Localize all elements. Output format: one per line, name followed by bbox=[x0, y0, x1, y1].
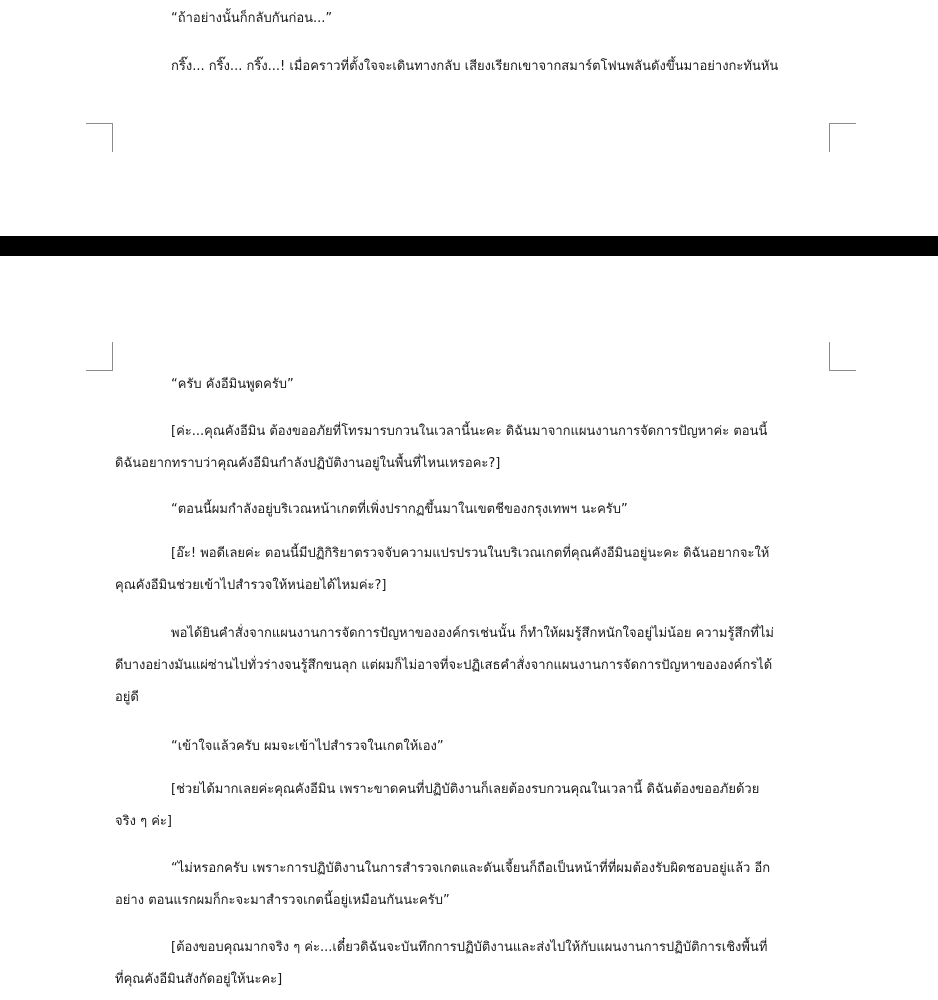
margin-corner-mark bbox=[86, 123, 113, 152]
paragraph-line: “ตอนนี้ผมกำลังอยู่บริเวณหน้าเกตที่เพิ่งปรากฏขึ้นมาในเขตชีของกรุงเทพฯ นะครับ” bbox=[171, 502, 628, 517]
paragraph-line: ที่คุณคังอีมินสังกัดอยู่ให้นะคะ] bbox=[115, 972, 283, 987]
paragraph-line: “เข้าใจแล้วครับ ผมจะเข้าไปสำรวจในเกตให้เอง” bbox=[171, 739, 444, 754]
paragraph bbox=[115, 494, 827, 526]
paragraph bbox=[115, 853, 827, 917]
paragraph-line: ดีบางอย่างมันแผ่ซ่านไปทั่วร่างจนรู้สึกขนลุก แต่ผมก็ไม่อาจที่จะปฏิเสธคำสั่งจากแผนงานการจัดการปัญหาขององค์กรได้ bbox=[115, 658, 773, 673]
document-page-1 bbox=[0, 0, 938, 236]
paragraph-line: [อ๊ะ! พอดีเลยค่ะ ตอนนี้มีปฏิกิริยาตรวจจับความแปรปรวนในบริเวณเกตที่คุณคังอีมินอยู่นะคะ ดิฉันอยากจะให้ bbox=[171, 546, 770, 561]
paragraph-line: [ค่ะ...คุณคังอีมิน ต้องขออภัยที่โทรมารบกวนในเวลานี้นะคะ ดิฉันมาจากแผนงานการจัดการปัญหาค่ะ ตอนนี้ bbox=[171, 424, 768, 439]
paragraph bbox=[115, 932, 827, 996]
paragraph bbox=[115, 731, 827, 763]
paragraph-line: “ไม่หรอกครับ เพราะการปฏิบัติงานในการสำรวจเกตและดันเจี้ยนก็ถือเป็นหน้าที่ที่ผมต้องรับผิดชอบอยู่แล้ว อีก bbox=[171, 861, 771, 876]
paragraph-line: [ช่วยได้มากเลยค่ะคุณคังอีมิน เพราะขาดคนที่ปฏิบัติงานก็เลยต้องรบกวนคุณในเวลานี้ ดิฉันต้องขออภัยด้วย bbox=[171, 782, 760, 797]
paragraph bbox=[115, 3, 827, 35]
paragraph bbox=[115, 538, 827, 602]
paragraph-line: [ต้องขอบคุณมากจริง ๆ ค่ะ...เดี๋ยวดิฉันจะบันทึกการปฏิบัติงานและส่งไปให้กับแผนงานการปฏิบัติการเชิงพื้นที่ bbox=[171, 940, 768, 955]
paragraph-line: “ถ้าอย่างนั้นก็กลับกันก่อน...” bbox=[171, 11, 333, 26]
paragraph-line: คุณคังอีมินช่วยเข้าไปสำรวจให้หน่อยได้ไหมค่ะ?] bbox=[115, 578, 387, 593]
paragraph bbox=[115, 774, 827, 838]
paragraph-line: ดิฉันอยากทราบว่าคุณคังอีมินกำลังปฏิบัติงานอยู่ในพื้นที่ไหนเหรอคะ?] bbox=[115, 456, 501, 471]
margin-corner-mark bbox=[86, 342, 113, 371]
paragraph-line: “ครับ คังอีมินพูดครับ” bbox=[171, 377, 294, 392]
page-separator bbox=[0, 236, 938, 256]
paragraph-line: อยู่ดี bbox=[115, 690, 139, 705]
paragraph bbox=[115, 618, 827, 714]
paragraph bbox=[115, 416, 827, 480]
paragraph bbox=[115, 369, 827, 401]
paragraph-line: อย่าง ตอนแรกผมก็กะจะมาสำรวจเกตนี้อยู่เหมือนกันนะครับ” bbox=[115, 893, 450, 908]
paragraph-line: กริ๊ง... กริ๊ง... กริ๊ง...! เมื่อคราวที่ตั้งใจจะเดินทางกลับ เสียงเรียกเขาจากสมาร์ตโฟนพลันดังขึ้นมาอย่างกะทันหัน bbox=[171, 59, 779, 74]
paragraph-line: พอได้ยินคำสั่งจากแผนงานการจัดการปัญหาขององค์กรเช่นนั้น ก็ทำให้ผมรู้สึกหนักใจอยู่ไม่น้อย ความรู้สึกที่ไม่ bbox=[171, 626, 774, 641]
paragraph-line: จริง ๆ ค่ะ] bbox=[115, 814, 172, 829]
margin-corner-mark bbox=[829, 123, 856, 152]
paragraph bbox=[115, 51, 827, 83]
margin-corner-mark bbox=[829, 342, 856, 371]
document-page-2 bbox=[0, 256, 938, 1000]
